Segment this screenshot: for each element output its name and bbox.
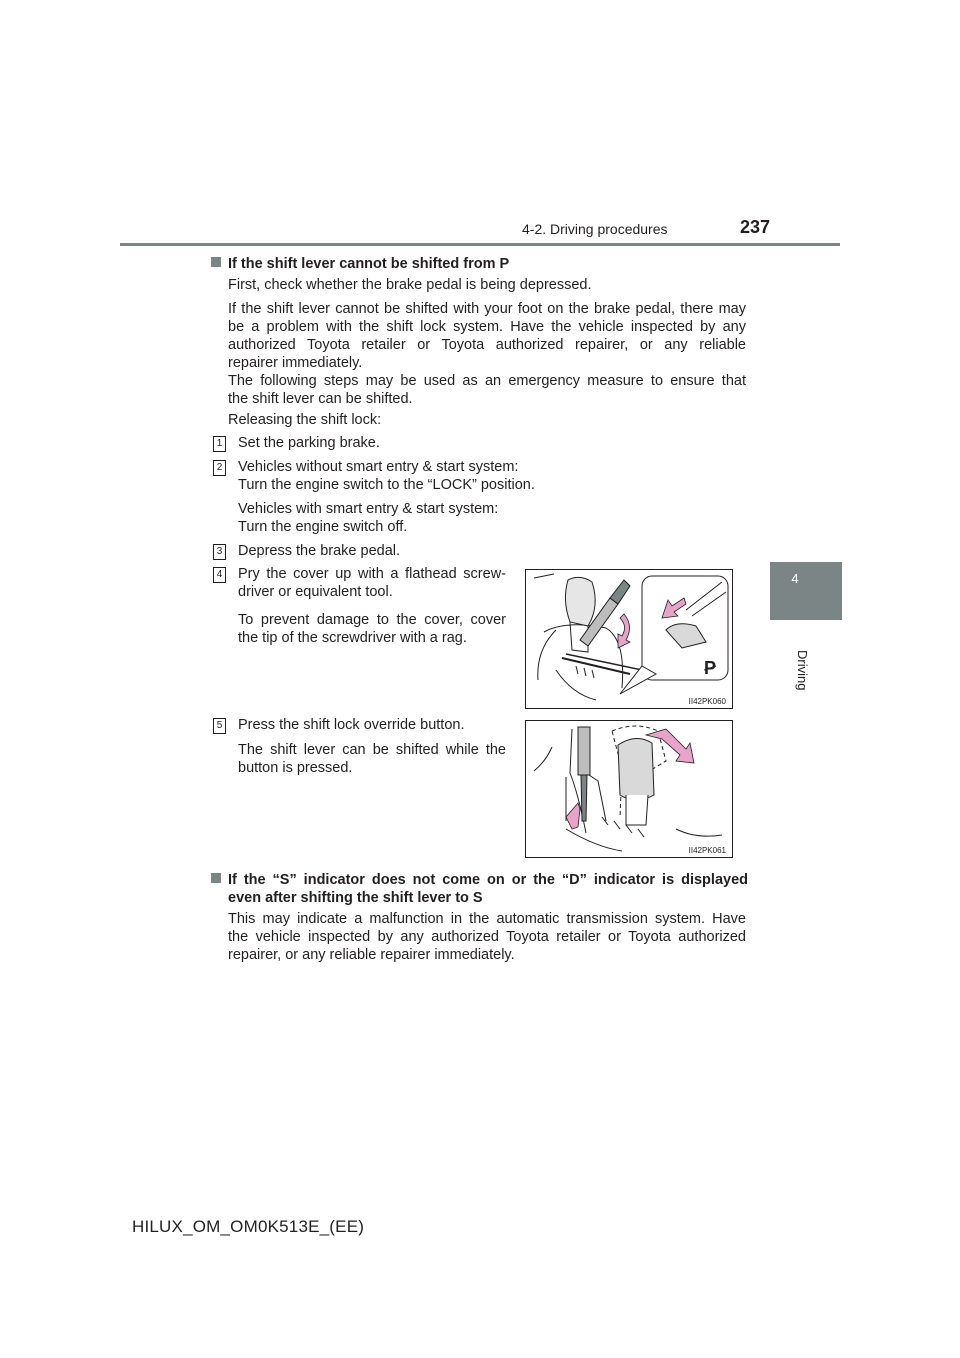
step-text: Set the parking brake. — [238, 435, 380, 451]
figure-code: II42PK060 — [688, 697, 726, 706]
step-text: Vehicles with smart entry & start system: Turn the engine switch off. — [238, 501, 499, 535]
shift-arrow-shape — [646, 729, 694, 763]
section-heading: If the “S” indicator does not come on or the “D” indicator is displayed even after shifting the shift lever to S — [211, 871, 748, 907]
chapter-label: Driving — [795, 650, 810, 691]
press-arrow-shape — [566, 803, 580, 829]
step-note: The shift lever can be shifted while the button is pressed. — [238, 742, 506, 776]
step-note: To prevent damage to the cover, cover the tip of the screwdriver with a rag. — [238, 612, 506, 646]
step-text: Press the shift lock override button. — [238, 717, 465, 733]
pry-arrow-shape — [618, 614, 630, 648]
section-heading: If the shift lever cannot be shifted from P — [211, 255, 509, 273]
figure-shift-lock-override — [525, 720, 733, 858]
step-text: Pry the cover up with a flathead screw- driver or equivalent tool. — [238, 566, 506, 600]
figure-label-p: P — [704, 658, 717, 678]
page-number: 237 — [740, 217, 771, 237]
heading-bullet-icon — [211, 257, 221, 267]
step-text: Depress the brake pedal. — [238, 543, 401, 559]
section-title: 4-2. Driving procedures — [522, 221, 668, 237]
heading-bullet-icon — [211, 873, 221, 883]
chapter-number: 4 — [791, 571, 799, 586]
paragraph: If the shift lever cannot be shifted with your foot on the brake pedal, there may be a problem with the shift lock system. Have the vehicle inspected by any authorized Toyota retailer or Toyota authorized repairer, or any reliable repairer immediately. The following steps may be used as an emergency measure to ensure that the shift lever can be shifted. — [228, 301, 746, 407]
steps-intro: Releasing the shift lock: — [228, 412, 382, 428]
step-number: 2 — [213, 460, 226, 476]
step-number: 3 — [213, 544, 226, 560]
document-id-footer: HILUX_OM_OM0K513E_(EE) — [132, 1217, 365, 1236]
header-rule — [120, 243, 840, 246]
step-text: Vehicles without smart entry & start system: Turn the engine switch to the “LOCK” position. — [238, 459, 535, 493]
figure-shift-lever-cover — [525, 569, 733, 709]
override-button-illustration — [526, 721, 732, 857]
figure-code: II42PK061 — [688, 846, 726, 855]
paragraph: This may indicate a malfunction in the automatic transmission system. Have the vehicle inspected by any authorized Toyota retailer or Toyota authorized repairer, or any reliable repairer immediately. — [228, 911, 746, 963]
step-number: 5 — [213, 718, 226, 734]
shift-cover-illustration — [526, 570, 732, 708]
step-number: 4 — [213, 567, 226, 583]
step-number: 1 — [213, 436, 226, 452]
paragraph: First, check whether the brake pedal is being depressed. — [228, 277, 592, 293]
